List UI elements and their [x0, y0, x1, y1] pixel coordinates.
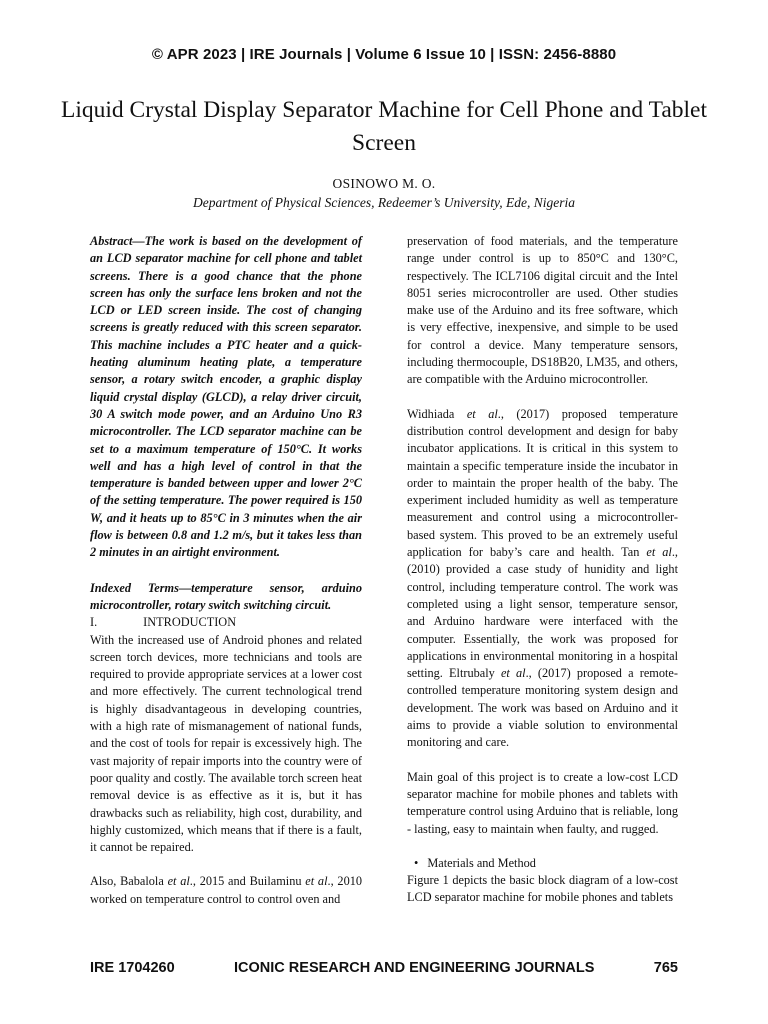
bullet-icon: •: [414, 855, 419, 870]
intro-paragraph-1: With the increased use of Android phones and related screen torch devices, more technicians and tools are required to provide appropriate services at a lower cost and more effectively. The current technological trend is highly disadvantageous in developing countries, with a high rate of mismanagement of national funds, and the cost of tools for repair is excessively high. The vast majority of repair imports into the country were of poor quality and costly. The available torch screen heat removal device is as effective as it is, but it has drawbacks such as reliability, high cost, durability, and highly customized, which means that if there is a fault, it cannot be repaired.: [90, 632, 362, 855]
footer-journal-name: ICONIC RESEARCH AND ENGINEERING JOURNALS: [234, 960, 595, 976]
index-terms: Indexed Terms—temperature sensor, arduino microcontroller, rotary switch switching circuit.: [90, 580, 362, 612]
section-title: INTRODUCTION: [143, 615, 237, 630]
author-name: OSINOWO M. O.: [332, 176, 436, 191]
materials-method-bullet: [407, 855, 678, 872]
page-number: 765: [653, 960, 678, 976]
section-number: I.: [90, 615, 98, 630]
bullet-text: Materials and Method: [427, 855, 536, 870]
right-paragraph-4: Figure 1 depicts the basic block diagram of a low-cost LCD separator machine for mobile phones and tablets: [407, 873, 678, 905]
author-affiliation: Department of Physical Sciences, Redeemer’s University, Ede, Nigeria: [193, 195, 575, 210]
section-heading-introduction: [90, 614, 362, 631]
abstract: Abstract—The work is based on the development of an LCD separator machine for cell phone and tablet screens. There is a good chance that the phone screen has only the surface lens broken and not the LCD or LED screen inside. The cost of changing screens is greatly reduced with this screen separator. This machine includes a PTC heater and a quick-heating aluminum heating plate, a temperature sensor, a rotary switch encoder, a graphic display liquid crystal display (GLCD), a relay driver circuit, 30 A switch mode power, and an Arduino Uno R3 microcontroller. The LCD separator machine can be set to a maximum temperature of 150°C. It works well and has a high level of control in that the temperature is banded between upper and lower 2°C of the setting temperature. The power required is 150 W, and it heats up to 85°C in 3 minutes when the air flow is between 0.8 and 1.2 m/s, but it takes less than 2 minutes in an airtight environment.: [90, 234, 362, 560]
paper-title: Liquid Crystal Display Separator Machine for Cell Phone and Tablet Screen: [61, 97, 707, 156]
footer-paper-id: IRE 1704260: [90, 960, 175, 976]
right-paragraph-2: Widhiada et al., (2017) proposed temperature distribution control development and design for baby incubator applications. It is critical in this system to maintain a specific temperature inside the incubator in order to maintain the proper health of the baby. The experiment included humidity as well as temperature measurement and control using a microcontroller-based system. This proved to be an extremely useful application for baby’s care and health. Tan et al., (2010) provided a case study of hunidity and light control, including temperature control. The work was completed using a light sensor, temperature sensor, and Arduino hardware were interfaced with the computer. Essentially, the work was proposed for applications in environmental monitoring in a hospital setting. Eltrubaly et al., (2017) proposed a remote-controlled temperature monitoring system design and development. The work was based on Arduino and it aims to provide a viable solution to environmental monitoring and care.: [407, 406, 679, 750]
page-footer: [90, 960, 678, 976]
intro-paragraph-2: Also, Babalola et al., 2015 and Builaminu et al., 2010 worked on temperature control to control oven and: [90, 874, 363, 906]
journal-header: © APR 2023 | IRE Journals | Volume 6 Issue 10 | ISSN: 2456-8880: [151, 46, 617, 63]
left-column: [90, 233, 362, 908]
right-paragraph-3: Main goal of this project is to create a low-cost LCD separator machine for mobile phones and tablets with temperature control using Arduino that is reliable, long - lasting, easy to maintain when faulty, and rugged.: [407, 769, 678, 836]
right-paragraph-1: preservation of food materials, and the temperature range under control is up to 850°C and 130°C, respectively. The ICL7106 digital circuit and the Intel 8051 series microcontroller are used. Other studies make use of the Arduino and its free software, which is very effective, inexpensive, and simple to be used for control a device. Many temperature sensors, including thermocouple, DS18B20, LM35, and others, are compatible with the Arduino microcontroller.: [407, 234, 678, 387]
right-column: [407, 233, 678, 907]
